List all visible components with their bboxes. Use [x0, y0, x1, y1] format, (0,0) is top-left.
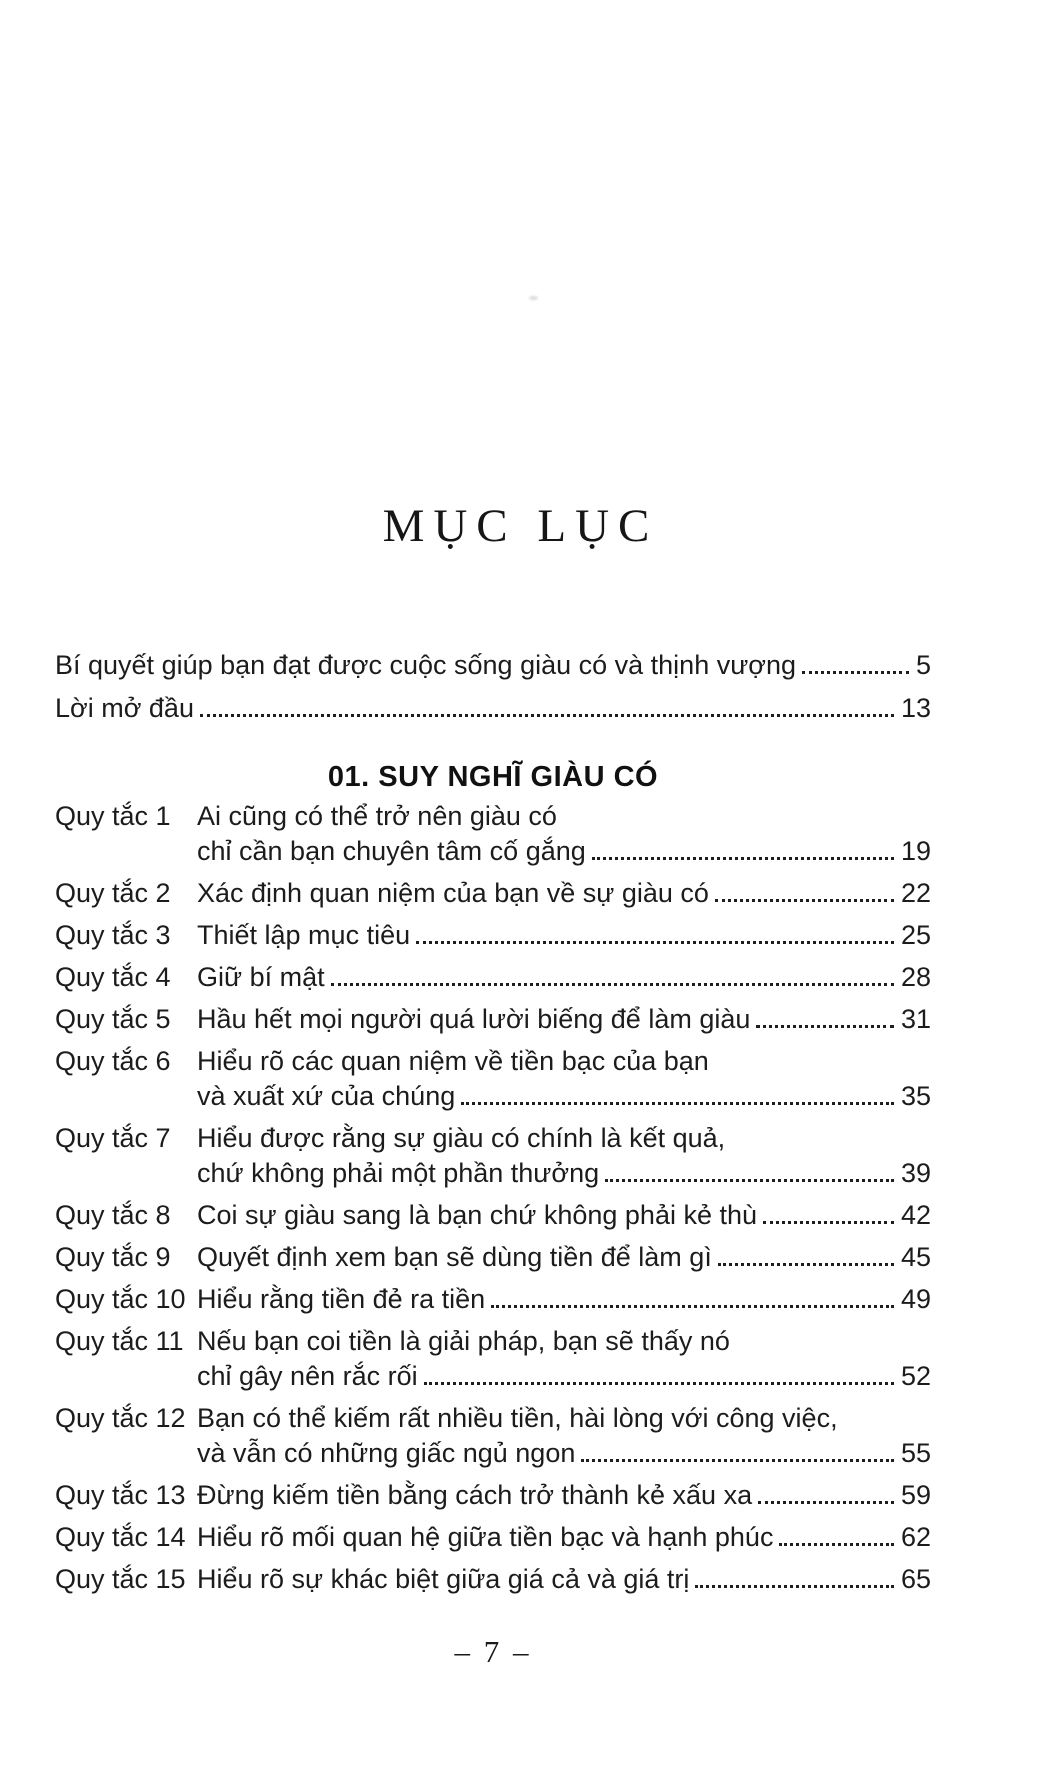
toc-entry [55, 648, 931, 683]
section-heading: 01. SUY NGHĨ GIÀU CÓ [327, 761, 659, 793]
dot-leader [763, 1221, 894, 1224]
rule-label: Quy tắc 8 [55, 1200, 171, 1230]
dot-leader [592, 857, 894, 860]
toc-entry-page: 35 [900, 1081, 931, 1111]
rule-entry-body [197, 1282, 931, 1317]
toc-entry-title: Bí quyết giúp bạn đạt được cuộc sống giàu có và thịnh vượng [55, 650, 797, 680]
rule-label: Quy tắc 6 [55, 1046, 171, 1076]
toc-entry-page: 39 [900, 1158, 931, 1188]
toc-rule-entry [55, 799, 931, 869]
toc-entry-title: chỉ cần bạn chuyên tâm cố gắng [197, 836, 586, 866]
dot-leader [581, 1459, 894, 1462]
toc-entry-line [197, 1002, 931, 1037]
toc-entry-title: Hiểu rõ mối quan hệ giữa tiền bạc và hạnh phúc [197, 1522, 774, 1552]
toc-entry-line [197, 1436, 931, 1471]
toc-rule-entry [55, 960, 931, 995]
toc-entry-page: 55 [900, 1438, 931, 1468]
toc-entry-title: Hiểu rõ sự khác biệt giữa giá cả và giá trị [197, 1564, 690, 1594]
toc-entry-line [197, 799, 931, 834]
toc-entry-line [197, 1079, 931, 1114]
toc-rule-entry [55, 1562, 931, 1597]
toc-entry-page: 5 [915, 650, 931, 680]
rule-entry-body [197, 1198, 931, 1233]
rule-entry-body [197, 876, 931, 911]
toc-entry-title: Bạn có thể kiếm rất nhiều tiền, hài lòng với công việc, [197, 1403, 838, 1433]
toc-entry-line [197, 1359, 931, 1394]
dot-leader [491, 1305, 894, 1308]
toc-entry-page: 52 [900, 1361, 931, 1391]
toc-entry-line [197, 1240, 931, 1275]
rule-entry-body [197, 1478, 931, 1513]
rule-label: Quy tắc 3 [55, 920, 171, 950]
dot-leader [461, 1102, 894, 1105]
toc-entry-line [197, 1520, 931, 1555]
dot-leader [200, 714, 894, 717]
toc-entry-title: Xác định quan niệm của bạn về sự giàu có [197, 878, 709, 908]
toc-entry-page: 28 [900, 962, 931, 992]
toc-entry-line [197, 1562, 931, 1597]
toc-rule-entry [55, 1520, 931, 1555]
dot-leader [715, 899, 894, 902]
toc-entry-page: 19 [900, 836, 931, 866]
page-title: MỤC LỤC [382, 500, 659, 553]
rule-entry-body [197, 1002, 931, 1037]
toc-rule-entry [55, 1282, 931, 1317]
rule-label: Quy tắc 7 [55, 1123, 171, 1153]
toc-entry-title: chỉ gây nên rắc rối [197, 1361, 418, 1391]
toc-rule-entry [55, 1401, 931, 1471]
toc-entry-title: Thiết lập mục tiêu [197, 920, 411, 950]
toc-entry-title: Coi sự giàu sang là bạn chứ không phải kẻ thù [197, 1200, 758, 1230]
dot-leader [718, 1263, 894, 1266]
toc-entry-line [197, 834, 931, 869]
toc-entry-page: 13 [900, 693, 931, 723]
rule-label: Quy tắc 4 [55, 962, 171, 992]
rule-label: Quy tắc 15 [55, 1564, 186, 1594]
rule-label: Quy tắc 12 [55, 1403, 186, 1433]
toc-entry-line [197, 1198, 931, 1233]
rule-label: Quy tắc 14 [55, 1522, 186, 1552]
toc-entry-title: và vẫn có những giấc ngủ ngon [197, 1438, 576, 1468]
toc-entry-line [197, 1044, 931, 1079]
toc-entry-title: Lời mở đầu [55, 693, 194, 723]
dot-leader [802, 671, 909, 674]
toc-entry-line [197, 876, 931, 911]
toc-entry-title: Hiểu rõ các quan niệm về tiền bạc của bạn [197, 1046, 709, 1076]
front-matter-list [55, 648, 931, 726]
toc-entry-title: và xuất xứ của chúng [197, 1081, 456, 1111]
dot-leader [605, 1179, 894, 1182]
rule-label: Quy tắc 2 [55, 878, 171, 908]
toc-entry-page: 59 [900, 1480, 931, 1510]
toc-entry-title: Ai cũng có thể trở nên giàu có [197, 801, 557, 831]
rule-label: Quy tắc 1 [55, 801, 171, 831]
rule-label: Quy tắc 10 [55, 1284, 186, 1314]
rules-list [55, 799, 931, 1597]
dot-leader [416, 941, 894, 944]
toc-entry-line [197, 960, 931, 995]
toc-entry-title: Hiểu rằng tiền đẻ ra tiền [197, 1284, 486, 1314]
table-of-contents [55, 648, 931, 1604]
toc-entry-page: 22 [900, 878, 931, 908]
toc-rule-entry [55, 1198, 931, 1233]
toc-rule-entry [55, 1044, 931, 1114]
rule-entry-body [197, 799, 931, 869]
dot-leader [331, 983, 894, 986]
toc-entry-page: 42 [900, 1200, 931, 1230]
toc-entry-page: 62 [900, 1522, 931, 1552]
scan-artifact [529, 296, 538, 300]
toc-entry-line [197, 1121, 931, 1156]
toc-rule-entry [55, 876, 931, 911]
rule-label: Quy tắc 5 [55, 1004, 171, 1034]
rule-entry-body [197, 1324, 931, 1394]
toc-entry-page: 45 [900, 1242, 931, 1272]
dot-leader [758, 1501, 894, 1504]
toc-entry-title: chứ không phải một phần thưởng [197, 1158, 600, 1188]
toc-rule-entry [55, 1240, 931, 1275]
toc-entry-title: Quyết định xem bạn sẽ dùng tiền để làm gì [197, 1242, 712, 1272]
toc-entry-title: Hầu hết mọi người quá lười biếng để làm giàu [197, 1004, 751, 1034]
rule-entry-body [197, 1044, 931, 1114]
rule-entry-body [197, 918, 931, 953]
toc-entry-title: Đừng kiếm tiền bằng cách trở thành kẻ xấu xa [197, 1480, 753, 1510]
toc-entry-line [197, 1401, 931, 1436]
rule-entry-body [197, 1401, 931, 1471]
page-number-footer: – 7 – [454, 1634, 532, 1669]
dot-leader [756, 1025, 894, 1028]
rule-label: Quy tắc 13 [55, 1480, 186, 1510]
dot-leader [424, 1382, 894, 1385]
toc-rule-entry [55, 1121, 931, 1191]
toc-entry-title: Hiểu được rằng sự giàu có chính là kết quả, [197, 1123, 726, 1153]
toc-entry-line [197, 1324, 931, 1359]
toc-entry-line [197, 1156, 931, 1191]
toc-entry-line [197, 1282, 931, 1317]
rule-entry-body [197, 1562, 931, 1597]
toc-rule-entry [55, 918, 931, 953]
rule-entry-body [197, 1520, 931, 1555]
rule-entry-body [197, 960, 931, 995]
toc-entry-line [197, 1478, 931, 1513]
toc-entry-line [197, 918, 931, 953]
rule-label: Quy tắc 11 [55, 1326, 184, 1356]
toc-rule-entry [55, 1478, 931, 1513]
toc-rule-entry [55, 1324, 931, 1394]
toc-entry-title: Giữ bí mật [197, 962, 325, 992]
toc-entry-page: 49 [900, 1284, 931, 1314]
toc-entry-title: Nếu bạn coi tiền là giải pháp, bạn sẽ thấy nó [197, 1326, 730, 1356]
toc-rule-entry [55, 1002, 931, 1037]
rule-entry-body [197, 1240, 931, 1275]
rule-entry-body [197, 1121, 931, 1191]
rule-label: Quy tắc 9 [55, 1242, 171, 1272]
toc-entry-page: 31 [900, 1004, 931, 1034]
toc-entry-page: 65 [900, 1564, 931, 1594]
toc-entry-page: 25 [900, 920, 931, 950]
toc-entry [55, 691, 931, 726]
dot-leader [695, 1585, 894, 1588]
dot-leader [779, 1543, 894, 1546]
